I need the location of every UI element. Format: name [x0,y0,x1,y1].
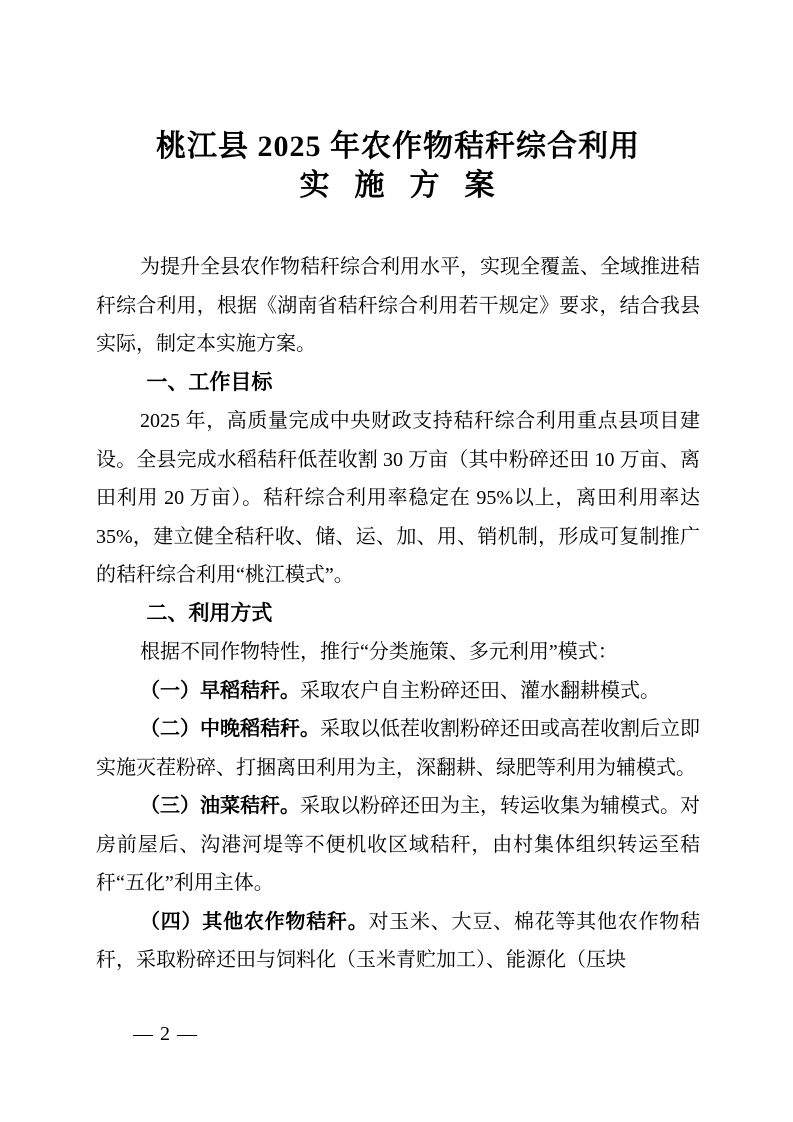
item-text-other-crops: 对玉米、大豆、棉花等其他农作物秸秆，采取粉碎还田与饲料化（玉米青贮加工）、能源化（压块 [96,910,701,971]
item-paragraph-other-crops [96,903,700,980]
section-heading-work-goals: 一、工作目标 [146,370,273,394]
item-text-early-rice: 采取农户自主粉碎还田、灌水翻耕模式。 [300,679,660,702]
document-title-line2: 实 施 方 案 [299,168,497,202]
item-lead-other-crops: （四）其他农作物秸秆。 [140,910,369,933]
document-title [96,128,700,205]
item-paragraph-early-rice [96,672,700,711]
item-paragraph-mid-late-rice [96,710,700,787]
intro-paragraph: 为提升全县农作物秸秆综合利用水平，实现全覆盖、全域推进秸秆综合利用，根据《湖南省秸秆综合利用若干规定》要求，结合我县实际，制定本实施方案。 [96,256,700,355]
item-lead-rapeseed: （三）油菜秸秆。 [140,795,300,817]
section-heading-utilization-methods: 二、利用方式 [146,601,273,625]
item-lead-mid-late-rice: （二）中晚稻秸秆。 [140,718,320,740]
work-goals-paragraph: 2025 年，高质量完成中央财政支持秸秆综合利用重点县项目建设。全县完成水稻秸秆低茬收割 30 万亩（其中粉碎还田 10 万亩、离田利用 20 万亩）。秸秆综合利用率稳定在 95%以上，离田利用率达 35%，建立健全秸秆收、储、运、加、用、销机制，形成可复制推广的秸秆综合利用“桃江模式”。 [96,410,700,586]
item-text-mid-late-rice: 采取以低茬收割粉碎还田或高茬收割后立即实施灭茬粉碎、打捆离田利用为主，深翻耕、绿肥等利用为辅模式。 [96,718,700,779]
item-lead-early-rice: （一）早稻秸秆。 [140,679,300,702]
document-body [96,248,700,980]
document-title-line1: 桃江县 2025 年农作物秸秆综合利用 [156,130,640,163]
utilization-intro-paragraph: 根据不同作物特性，推行“分类施策、多元利用”模式： [140,641,618,663]
page-number: — 2 — [133,1023,198,1045]
item-text-rapeseed: 采取以粉碎还田为主，转运收集为辅模式。对房前屋后、沟港河堤等不便机收区域秸秆，由村集体组织转运至秸秆“五化”利用主体。 [96,795,700,894]
item-paragraph-rapeseed [96,787,700,903]
